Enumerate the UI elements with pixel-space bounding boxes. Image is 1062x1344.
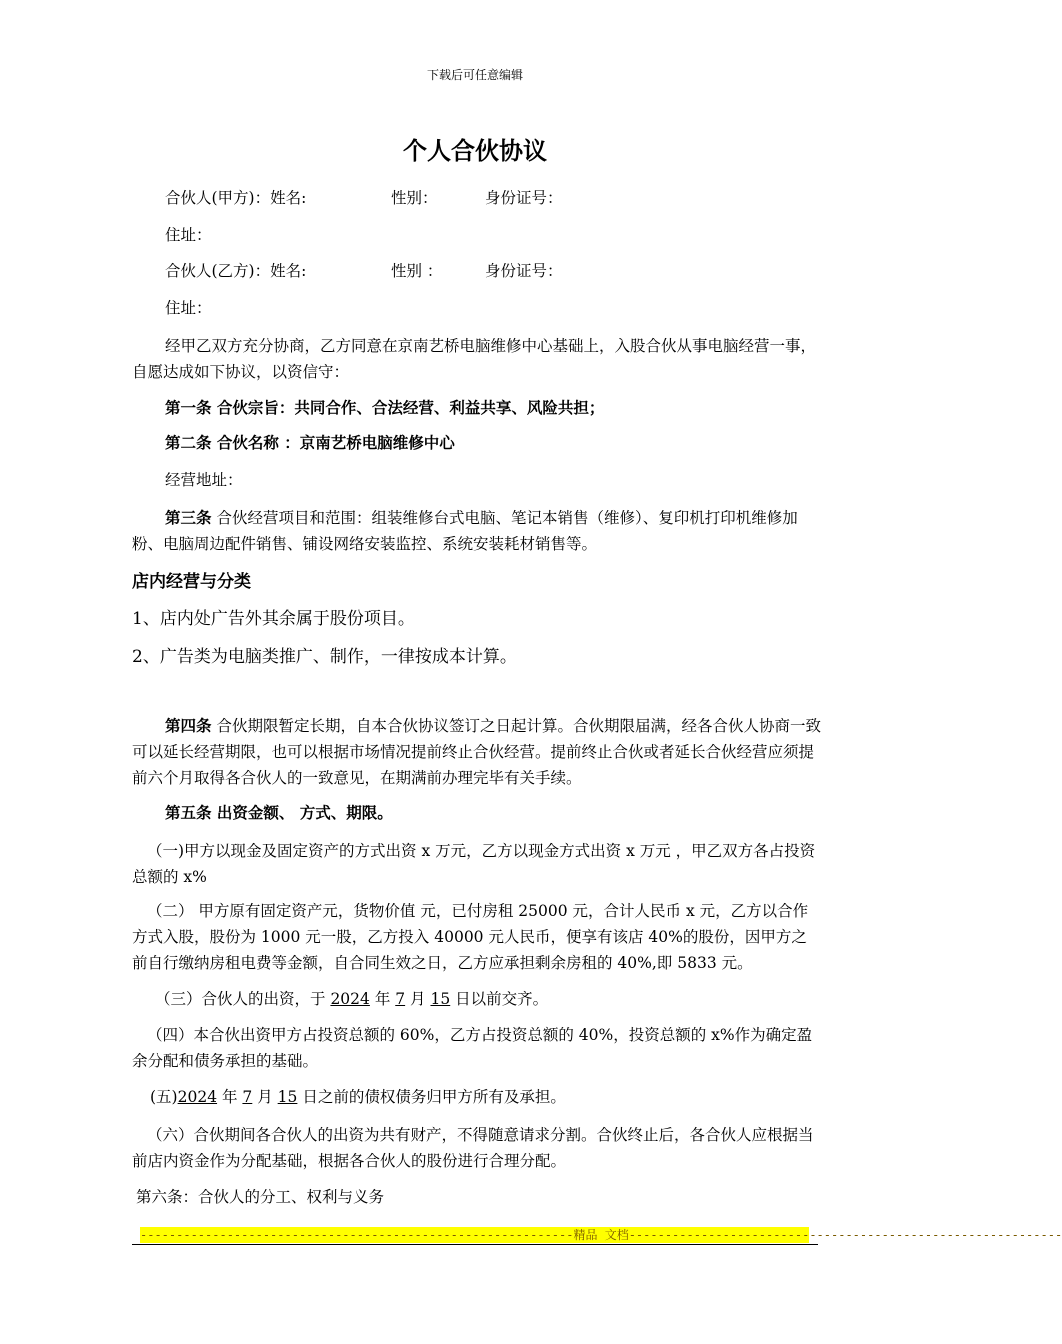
- article-2: 第二条 合伙名称 ：京南艺桥电脑维修中心: [165, 434, 455, 452]
- clause-3-part-b: 年: [369, 990, 396, 1008]
- clause-3-month: 7: [395, 990, 406, 1008]
- clause-5-year: 2024: [177, 1088, 218, 1106]
- clause-3: [155, 986, 548, 1012]
- clause-5-part-a: (五): [150, 1088, 178, 1106]
- clause-5-month: 7: [242, 1088, 253, 1106]
- article-5: 第五条 出资金额、 方式、期限。: [165, 804, 393, 822]
- store-section-heading: 店内经营与分类: [132, 572, 251, 592]
- store-item-1: 1、店内处广告外其余属于股份项目。: [132, 609, 415, 629]
- page-header: 下载后可任意编辑: [426, 68, 523, 82]
- party-a-id-label: 身份证号：: [485, 189, 563, 207]
- clause-3-year: 2024: [330, 990, 370, 1008]
- article-4: [132, 713, 822, 791]
- clause-5-day: 15: [277, 1088, 298, 1106]
- intro-paragraph: 经甲乙双方充分协商，乙方同意在京南艺桥电脑维修中心基础上，入股合伙从事电脑经营一事，自愿达成如下协议，以资信守：: [132, 337, 817, 381]
- clause-5-part-c: 月: [252, 1088, 278, 1106]
- article-3-heading: 第三条: [165, 509, 212, 527]
- article-6: 第六条：合伙人的分工、权利与义务: [136, 1188, 385, 1206]
- store-item-2: 2、广告类为电脑类推广、制作，一律按成本计算。: [132, 647, 517, 667]
- clause-5-part-b: 年: [217, 1088, 243, 1106]
- footer-divider: [132, 1244, 818, 1245]
- clause-5-part-d: 日之前的债权债务归甲方所有及承担。: [297, 1088, 566, 1106]
- article-4-heading: 第四条: [165, 717, 212, 735]
- article-4-text: 合伙期限暂定长期，自本合伙协议签订之日起计算。合伙期限届满，经各合伙人协商一致可以延长经营期限，也可以根据市场情况提前终止合伙经营。提前终止合伙或者延长合伙经营应须提前六个月取得各合伙人的一致意见，在期满前办理完毕有关手续。: [132, 717, 821, 787]
- clause-2: （二） 甲方原有固定资产元，货物价值 元，已付房租 25000 元，合计人民币 x 元，乙方以合作方式入股，股份为 1000 元一股，乙方投入 40000 元人民币，便享有该店 40%的股份，因甲方之前自行缴纳房租电费等金额，自合同生效之日，乙方应承担剩余房租的 40%,即 5833 元。: [132, 902, 809, 972]
- party-a-name-label: 合伙人(甲方)：姓名:: [165, 189, 307, 207]
- clause-1: （一)甲方以现金及固定资产的方式出资 x 万元，乙方以现金方式出资 x 万元 ，甲乙双方各占投资总额的 x%: [132, 842, 816, 886]
- clause-4: （四）本合伙出资甲方占投资总额的 60%，乙方占投资总额的 40%，投资总额的 x%作为确定盈余分配和债务承担的基础。: [132, 1026, 813, 1070]
- clause-6: （六）合伙期间各合伙人的出资为共有财产，不得随意请求分割。合伙终止后，各合伙人应根据当前店内资金作为分配基础，根据各合伙人的股份进行合理分配。: [132, 1126, 814, 1170]
- article-1: 第一条 合伙宗旨：共同合作、合法经营、利益共享、风险共担；: [165, 399, 605, 417]
- clause-3-day: 15: [430, 990, 451, 1008]
- clause-3-part-a: （三）合伙人的出资，于: [155, 990, 331, 1008]
- party-b-name-label: 合伙人(乙方)：姓名:: [165, 262, 307, 280]
- party-b-gender-label: 性别 ：: [391, 262, 443, 280]
- party-a-address-label: 住址：: [165, 226, 212, 244]
- document-title: 个人合伙协议: [403, 137, 547, 165]
- article-3-text: 合伙经营项目和范围：组装维修台式电脑、笔记本销售（维修）、复印机打印机维修加粉、电脑周边配件销售、铺设网络安装监控、系统安装耗材销售等。: [132, 509, 798, 553]
- clause-3-part-d: 日以前交齐。: [450, 990, 549, 1008]
- party-a-gender-label: 性别：: [391, 189, 438, 207]
- clause-5: [150, 1084, 566, 1110]
- clause-3-part-c: 月: [405, 990, 431, 1008]
- footer-banner: ------------------------------------------------------------精品 文档------------------------------------------------------------: [140, 1228, 1062, 1242]
- party-b-address-label: 住址：: [165, 299, 212, 317]
- business-address-label: 经营地址：: [165, 471, 243, 489]
- article-3: [132, 505, 822, 557]
- party-b-id-label: 身份证号：: [485, 262, 563, 280]
